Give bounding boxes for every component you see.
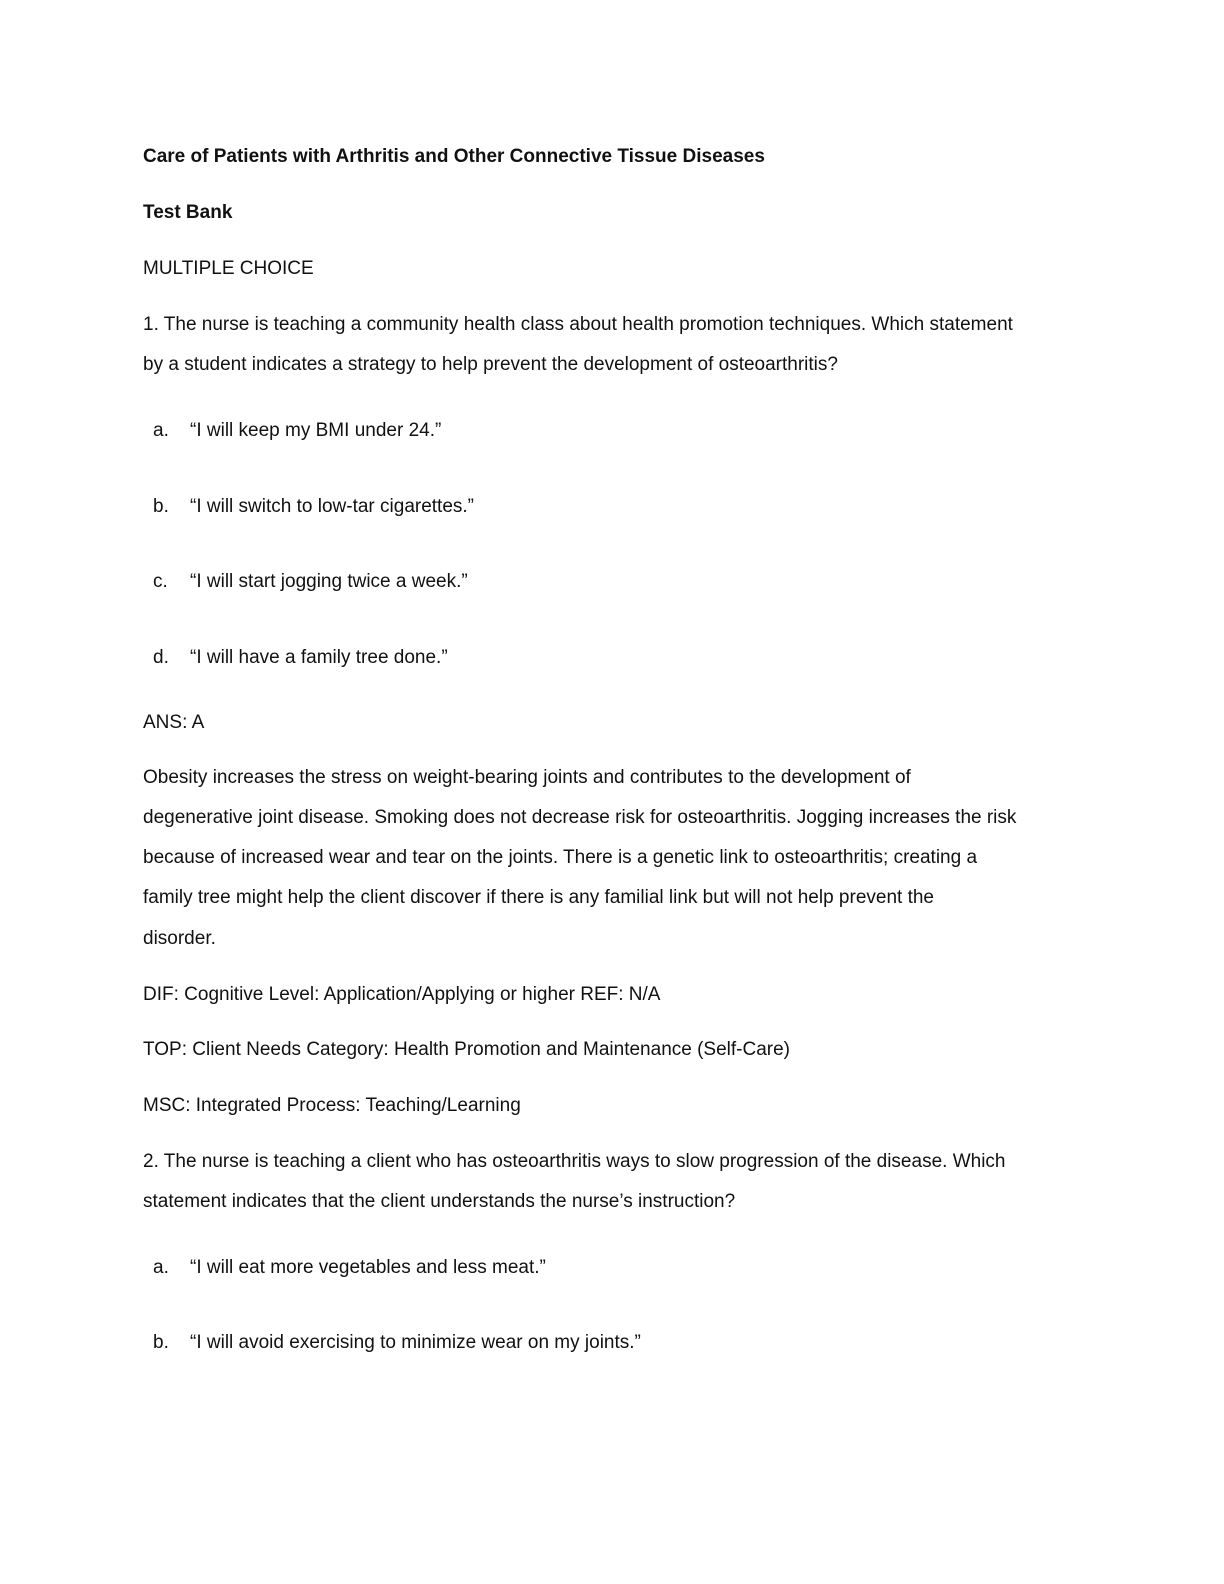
question-1-rationale-line-1: Obesity increases the stress on weight-bearing joints and contributes to the development of (143, 767, 911, 788)
question-1-option-b-letter: b. (153, 496, 169, 517)
question-1-option-a-text: “I will keep my BMI under 24.” (190, 420, 442, 441)
document-subtitle: Test Bank (143, 202, 233, 223)
question-1-rationale-line-5: disorder. (143, 928, 216, 949)
question-1-rationale-line-4: family tree might help the client discover if there is any familial link but will not help prevent the (143, 887, 934, 908)
question-1-msc: MSC: Integrated Process: Teaching/Learning (143, 1095, 521, 1116)
question-1-option-a-letter: a. (153, 420, 169, 441)
question-1-dif: DIF: Cognitive Level: Application/Applying or higher REF: N/A (143, 984, 661, 1005)
question-1-option-c-letter: c. (153, 571, 168, 592)
question-2-option-a-letter: a. (153, 1257, 169, 1278)
question-1-option-c-text: “I will start jogging twice a week.” (190, 571, 468, 592)
section-heading: MULTIPLE CHOICE (143, 258, 314, 279)
question-1-top: TOP: Client Needs Category: Health Promotion and Maintenance (Self-Care) (143, 1039, 791, 1060)
question-2-option-b-letter: b. (153, 1332, 169, 1353)
question-1-rationale-line-3: because of increased wear and tear on the joints. There is a genetic link to osteoarthritis; creating a (143, 847, 978, 868)
question-1-option-d-text: “I will have a family tree done.” (190, 647, 448, 668)
question-1-rationale-line-2: degenerative joint disease. Smoking does not decrease risk for osteoarthritis. Jogging increases the risk (143, 807, 1017, 828)
question-1-stem-line-2: by a student indicates a strategy to help prevent the development of osteoarthritis? (143, 354, 838, 375)
document-title: Care of Patients with Arthritis and Other Connective Tissue Diseases (143, 146, 765, 167)
question-2-option-a-text: “I will eat more vegetables and less meat.” (190, 1257, 546, 1278)
question-2-option-b-text: “I will avoid exercising to minimize wear on my joints.” (190, 1332, 641, 1353)
question-1-stem-line-1: 1. The nurse is teaching a community health class about health promotion techniques. Which statement (143, 314, 1013, 335)
question-1-answer: ANS: A (143, 712, 205, 733)
question-1-option-d-letter: d. (153, 647, 169, 668)
question-1-option-b-text: “I will switch to low-tar cigarettes.” (190, 496, 475, 517)
question-2-stem-line-1: 2. The nurse is teaching a client who has osteoarthritis ways to slow progression of the disease. Which (143, 1151, 1006, 1172)
question-2-stem-line-2: statement indicates that the client understands the nurse’s instruction? (143, 1191, 736, 1212)
